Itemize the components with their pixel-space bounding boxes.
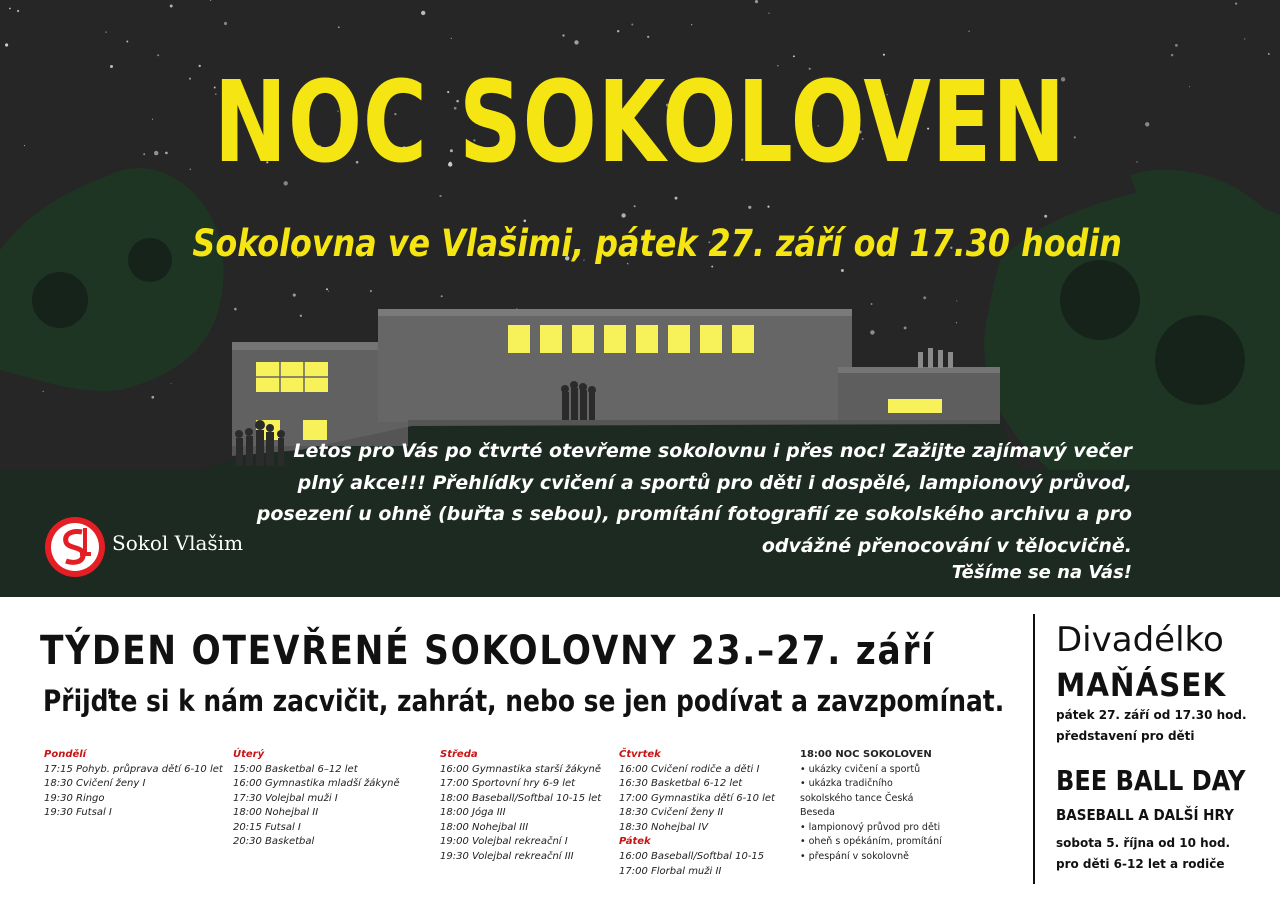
intro-line: Letos pro Vás po čtvrté otevřeme sokolovnu i přes noc! Zažijte zajímavý večer [293,440,1132,462]
star [711,266,713,268]
star [923,296,926,299]
schedule-entry: 15:00 Basketbal 6–12 let [233,763,358,775]
star [631,23,633,25]
star [234,308,237,311]
theatre-name: MAŇÁSEK [1056,666,1227,704]
star [210,0,211,1]
star [451,38,452,39]
schedule-entry: 17:15 Pohyb. průprava dětí 6-10 let [44,763,223,775]
week-title: TÝDEN OTEVŘENÉ SOKOLOVNY 23.–27. září [40,628,935,674]
sokol-logo-text: Sokol Vlašim [112,531,244,555]
star [574,40,578,44]
schedule-entry: 18:00 Nohejbal II [233,807,319,819]
schedule-night-program [800,748,942,865]
star [647,36,649,38]
star [767,206,769,208]
star [691,24,692,25]
week-subtitle: Přijďte si k nám zacvičit, zahrát, nebo se jen podívat a zavzpomínat. [43,684,1005,718]
intro-text [252,436,1132,562]
star [370,290,372,292]
star [1145,122,1149,126]
star [870,330,874,334]
bee-ball-subtitle: BASEBALL A DALŠÍ HRY [1056,806,1234,824]
star [1189,86,1190,87]
event-subtitle: Sokolovna ve Vlašimi, pátek 27. září od 17.30 hodin [192,222,1122,265]
schedule-entry: 18:30 Cvičení ženy II [619,807,724,819]
schedule-entry: 16:00 Baseball/Softbal 10-15 [619,850,765,862]
star [151,396,154,399]
star [956,300,957,301]
star [1171,54,1173,56]
intro-line: posezení u ohně (buřta s sebou), promítání fotografií ze sokolského archivu a pro [256,503,1132,525]
star [755,0,758,3]
schedule-entry: 19:30 Futsal I [44,807,112,819]
program-item: Beseda [800,807,836,819]
star [1244,38,1245,39]
poster-title: NOC SOKOLOVEN [213,58,1067,188]
theatre-date: pátek 27. září od 17.30 hod. [1056,708,1247,722]
schedule-thursday-friday [619,748,775,879]
star [326,288,328,290]
bee-ball-audience: pro děti 6-12 let a rodiče [1056,857,1225,871]
intro-line: plný akce!!! Přehlídky cvičení a sportů pro děti i dospělé, lampionový průvod, [297,471,1132,494]
star [841,269,844,272]
schedule-entry: 19:30 Volejbal rekreační III [440,851,574,863]
schedule-entry: 18:30 Nohejbal IV [619,821,709,833]
program-item: sokolského tance Česká [800,792,914,804]
day-label: Středa [440,749,478,760]
star [110,65,113,68]
star [634,205,636,207]
star [300,315,302,317]
star [617,30,619,32]
star [871,303,873,305]
star [1044,215,1047,218]
program-item: • ukázka tradičního [800,778,893,790]
schedule-entry: 18:00 Jóga III [440,807,506,819]
day-label: Pátek [619,836,651,848]
schedule-entry: 19:30 Ringo [44,792,105,804]
program-item: • ukázky cvičení a sportů [800,763,921,775]
program-item: • přespání v sokolovně [800,851,909,863]
star [621,213,625,217]
star [126,41,128,43]
star [157,54,159,56]
star [768,12,769,13]
theatre-title: Divadélko [1056,620,1224,660]
sokol-logo-icon [44,516,106,578]
star [956,322,957,323]
star [439,195,441,197]
star [421,11,425,15]
star [105,31,107,33]
schedule-entry: 16:00 Gymnastika starší žákyně [440,763,601,775]
star [1235,3,1237,5]
vertical-divider [1033,614,1035,884]
day-label: Čtvrtek [619,749,661,760]
star [1268,53,1270,55]
schedule-entry: 16:30 Basketbal 6-12 let [619,778,743,790]
schedule-entry: 18:30 Cvičení ženy I [44,778,146,790]
star [748,206,751,209]
schedule-monday [44,748,223,821]
star [17,10,19,12]
schedule-entry: 17:00 Florbal muži II [619,865,722,877]
schedule-entry: 17:00 Gymnastika dětí 6-10 let [619,792,775,804]
star [968,30,970,32]
star [441,295,443,297]
schedule-wednesday [440,748,601,865]
program-item: • oheň s opékáním, promítání [800,836,942,848]
bee-ball-title: BEE BALL DAY [1056,764,1246,797]
schedule-tuesday [233,748,400,850]
schedule-entry: 16:00 Cvičení rodiče a děti I [619,763,760,775]
star [43,391,44,392]
closing-text: Těšíme se na Vás! [951,562,1132,583]
schedule-entry: 16:00 Gymnastika mladší žákyně [233,778,400,790]
schedule-entry: 20:30 Basketbal [233,836,315,848]
star [1175,44,1178,47]
star [170,5,173,8]
schedule-entry: 18:00 Nohejbal III [440,821,529,833]
schedule-entry: 19:00 Volejbal rekreační I [440,836,568,848]
star [224,22,227,25]
star [9,8,11,10]
program-item: • lampionový průvod pro děti [800,821,941,833]
day-label: Pondělí [44,749,87,760]
day-label: Úterý [233,749,265,760]
star [328,291,329,292]
star [293,294,296,297]
star [793,55,795,57]
star [338,26,340,28]
star [883,54,885,56]
night-program-heading: 18:00 NOC SOKOLOVEN [800,749,932,760]
star [171,383,172,384]
star [24,145,25,146]
bee-ball-date: sobota 5. října od 10 hod. [1056,836,1231,850]
star [904,326,907,329]
theatre-note: představení pro děti [1056,729,1195,743]
star [562,34,564,36]
schedule-entry: 20:15 Futsal I [233,821,301,833]
schedule-entry: 18:00 Baseball/Softbal 10-15 let [440,792,602,804]
schedule-entry: 17:00 Sportovní hry 6-9 let [440,778,576,790]
star [675,197,678,200]
schedule-entry: 17:30 Volejbal muži I [233,792,338,804]
star [5,43,8,46]
intro-line: odvážné přenocování v tělocvičně. [761,534,1132,557]
